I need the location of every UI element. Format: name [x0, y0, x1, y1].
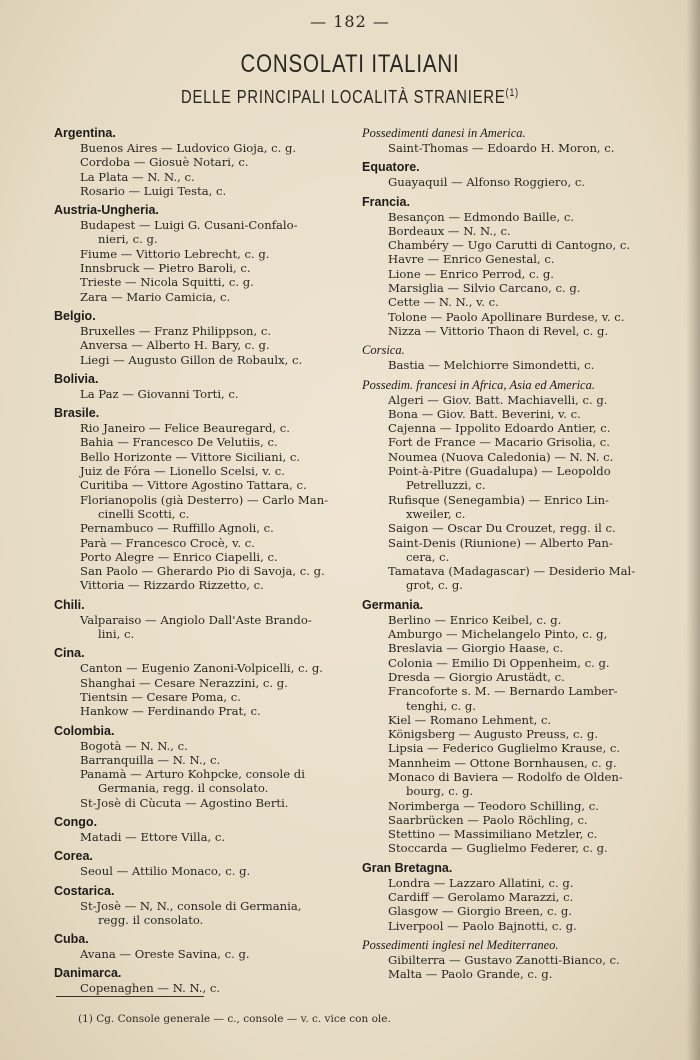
entry-line: Vittoria — Rizzardo Rizzetto, c.: [80, 578, 264, 593]
entry-continuation: nieri, c. g.: [98, 232, 158, 247]
entry-line: Pernambuco — Ruffillo Agnoli, c.: [80, 521, 274, 536]
entry-line: Lipsia — Federico Guglielmo Krause, c.: [388, 741, 621, 756]
entry-line: Kiel — Romano Lehment, c.: [388, 712, 552, 727]
consulate-entry: [362, 613, 662, 627]
right-column: [362, 126, 662, 987]
consulate-entry: [362, 770, 662, 799]
entry-line: Besançon — Edmondo Baille, c.: [388, 209, 574, 224]
consulate-entry: [362, 358, 662, 372]
country-heading: Danimarca.: [54, 966, 122, 981]
left-column: [54, 126, 354, 1001]
country-section: [54, 598, 354, 642]
consulate-entry: [54, 478, 354, 492]
country-heading: Possedimenti inglesi nel Mediterraneo.: [362, 937, 559, 952]
entry-line: Rosario — Luigi Testa, c.: [80, 183, 227, 198]
entry-line: Königsberg — Augusto Preuss, c. g.: [388, 727, 599, 742]
entry-line: Fort de France — Macario Grisolia, c.: [388, 435, 610, 450]
country-heading: Brasile.: [54, 406, 100, 421]
country-section: [54, 815, 354, 844]
entry-line: St-Josè di Cùcuta — Agostino Berti.: [80, 795, 289, 810]
entry-line: Juiz de Fóra — Lionello Scelsi, v. c.: [80, 464, 285, 479]
entry-line: Hankow — Ferdinando Prat, c.: [80, 704, 261, 719]
entry-line: Rufisque (Senegambia) — Enrico Lin-: [388, 492, 609, 507]
entry-line: Valparaiso — Angiolo Dall'Aste Brando-: [80, 612, 312, 627]
country-heading: Belgio.: [54, 308, 96, 323]
consulate-entry: [54, 450, 354, 464]
country-heading: Argentina.: [54, 126, 116, 140]
entry-line: Londra — Lazzaro Allatini, c. g.: [388, 875, 574, 890]
country-section: [54, 372, 354, 401]
page-number: — 182 —: [310, 12, 390, 31]
consulate-entry: [362, 324, 662, 338]
country-heading: Germania.: [362, 597, 424, 612]
consulate-entry: [54, 564, 354, 578]
entry-line: Dresda — Giorgio Arustädt, c.: [388, 669, 565, 684]
consulate-entry: [54, 247, 354, 261]
consulate-entry: [362, 876, 662, 890]
consulate-entry: [54, 899, 354, 928]
entry-line: Porto Alegre — Enrico Ciapelli, c.: [80, 549, 278, 564]
entry-continuation: cera, c.: [406, 549, 450, 564]
footnote-divider: [56, 996, 204, 997]
entry-line: Avana — Oreste Savina, c. g.: [80, 947, 250, 962]
country-heading: Cina.: [54, 646, 85, 661]
country-section: [362, 938, 662, 982]
entry-line: Norimberga — Teodoro Schilling, c.: [388, 798, 599, 813]
subtitle-text: DELLE PRINCIPALI LOCALITÀ STRANIERE: [180, 87, 506, 107]
consulate-entry: [362, 827, 662, 841]
consulate-entry: [54, 947, 354, 961]
consulate-entry: [54, 690, 354, 704]
entry-line: Tolone — Paolo Apollinare Burdese, v. c.: [388, 309, 625, 324]
country-section: [54, 309, 354, 367]
consulate-entry: [54, 767, 354, 796]
entry-line: Liegi — Augusto Gillon de Robaulx, c.: [80, 352, 303, 367]
country-section: [54, 932, 354, 961]
country-heading: Chili.: [54, 597, 85, 612]
entry-line: Francoforte s. M. — Bernardo Lamber-: [388, 684, 618, 699]
consulate-entry: [54, 464, 354, 478]
entry-line: Nizza — Vittorio Thaon di Revel, c. g.: [388, 323, 609, 338]
consulate-entry: [54, 493, 354, 522]
entry-continuation: cinelli Scotti, c.: [98, 506, 190, 521]
page-subtitle: [63, 87, 637, 108]
consulate-entry: [362, 904, 662, 918]
country-heading: Possedim. francesi in Africa, Asia ed America.: [362, 377, 595, 392]
consulate-entry: [362, 756, 662, 770]
consulate-entry: [362, 493, 662, 522]
entry-line: Bastia — Melchiorre Simondetti, c.: [388, 358, 595, 373]
country-heading: Cuba.: [54, 932, 89, 947]
entry-line: Rio Janeiro — Felice Beauregard, c.: [80, 421, 290, 436]
entry-line: Shanghai — Cesare Nerazzini, c. g.: [80, 675, 288, 690]
entry-line: St-Josè — N, N., console di Germania,: [80, 898, 302, 913]
entry-line: Trieste — Nicola Squitti, c. g.: [80, 275, 254, 290]
consulate-entry: [362, 310, 662, 324]
country-heading: Possedimenti danesi in America.: [362, 126, 526, 140]
entry-line: Bruxelles — Franz Philippson, c.: [80, 323, 272, 338]
consulate-entry: [54, 170, 354, 184]
entry-continuation: lini, c.: [98, 627, 135, 642]
country-heading: Bolivia.: [54, 371, 99, 386]
footnote-ref: (1): [505, 87, 520, 99]
entry-line: Fiume — Vittorio Lebrecht, c. g.: [80, 246, 270, 261]
consulate-entry: [54, 324, 354, 338]
consulate-entry: [54, 830, 354, 844]
entry-line: La Plata — N. N., c.: [80, 169, 195, 184]
consulate-entry: [54, 261, 354, 275]
entry-line: Zara — Mario Camicia, c.: [80, 289, 231, 304]
entry-line: Gibilterra — Gustavo Zanotti-Bianco, c.: [388, 952, 620, 967]
entry-line: Cardiff — Gerolamo Marazzi, c.: [388, 890, 574, 905]
entry-line: Amburgo — Michelangelo Pinto, c. g,: [388, 627, 608, 642]
footnote: (1) Cg. Console generale — c., console — v. c. vice con ole.: [78, 1013, 391, 1025]
entry-continuation: Petrelluzzi, c.: [406, 478, 486, 493]
country-heading: Corea.: [54, 849, 93, 864]
entry-line: Stettino — Massimiliano Metzler, c.: [388, 827, 598, 842]
consulate-entry: [362, 684, 662, 713]
entry-line: Bello Horizonte — Vittore Siciliani, c.: [80, 449, 301, 464]
consulate-entry: [54, 536, 354, 550]
consulate-entry: [362, 464, 662, 493]
consulate-entry: [54, 387, 354, 401]
consulate-entry: [54, 676, 354, 690]
consulate-entry: [362, 421, 662, 435]
consulate-entry: [54, 141, 354, 155]
country-section: [54, 406, 354, 593]
consulate-entry: [362, 841, 662, 855]
country-section: [362, 378, 662, 593]
entry-line: San Paolo — Gherardo Pio di Savoja, c. g.: [80, 564, 325, 579]
entry-line: Saint-Thomas — Edoardo H. Moron, c.: [388, 141, 615, 155]
country-heading: Costarica.: [54, 883, 115, 898]
consulate-entry: [362, 252, 662, 266]
consulate-entry: [54, 218, 354, 247]
entry-line: Mannheim — Ottone Bornhausen, c. g.: [388, 755, 617, 770]
entry-line: Seoul — Attilio Monaco, c. g.: [80, 864, 251, 879]
consulate-entry: [362, 813, 662, 827]
entry-line: Anversa — Alberto H. Bary, c. g.: [80, 338, 270, 353]
entry-line: Saint-Denis (Riunione) — Alberto Pan-: [388, 535, 613, 550]
entry-line: Liverpool — Paolo Bajnotti, c. g.: [388, 918, 577, 933]
entry-line: Monaco di Baviera — Rodolfo de Olden-: [388, 769, 623, 784]
entry-line: Copenaghen — N. N., c.: [80, 981, 221, 996]
country-section: [54, 849, 354, 878]
consulate-entry: [362, 521, 662, 535]
consulate-entry: [54, 739, 354, 753]
consulate-entry: [362, 295, 662, 309]
consulate-entry: [54, 353, 354, 367]
entry-line: Barranquilla — N. N., c.: [80, 752, 221, 767]
country-heading: Equatore.: [362, 160, 420, 175]
entry-line: Noumea (Nuova Caledonia) — N. N. c.: [388, 449, 614, 464]
country-section: [362, 195, 662, 339]
entry-line: Florianopolis (già Desterro) — Carlo Man-: [80, 492, 329, 507]
consulate-entry: [362, 210, 662, 224]
consulate-entry: [362, 627, 662, 641]
consulate-entry: [362, 953, 662, 967]
entry-line: Tamatava (Madagascar) — Desiderio Mal-: [388, 564, 636, 579]
page-edge-shadow: [686, 0, 700, 1060]
country-heading: Corsica.: [362, 343, 405, 358]
entry-line: Breslavia — Giorgio Haase, c.: [388, 641, 564, 656]
country-heading: Austria-Ungheria.: [54, 203, 159, 218]
entry-line: Colonia — Emilio Di Oppenheim, c. g.: [388, 655, 610, 670]
consulate-entry: [54, 796, 354, 810]
country-heading: Congo.: [54, 814, 98, 829]
consulate-entry: [54, 155, 354, 169]
country-section: [362, 343, 662, 372]
consulate-entry: [54, 435, 354, 449]
consulate-entry: [362, 656, 662, 670]
consulate-entry: [362, 175, 662, 189]
consulate-entry: [54, 981, 354, 995]
country-section: [54, 966, 354, 995]
entry-line: Bordeaux — N. N., c.: [388, 223, 511, 238]
consulate-entry: [362, 536, 662, 565]
entry-line: Marsiglia — Silvio Carcano, c. g.: [388, 281, 581, 296]
entry-line: Canton — Eugenio Zanoni-Volpicelli, c. g.: [80, 661, 323, 676]
consulate-entry: [362, 919, 662, 933]
country-section: [54, 884, 354, 928]
entry-line: Curitiba — Vittore Agostino Tattara, c.: [80, 478, 307, 493]
consulate-entry: [362, 281, 662, 295]
country-section: [362, 598, 662, 856]
country-heading: Francia.: [362, 194, 410, 209]
entry-line: Chambéry — Ugo Carutti di Cantogno, c.: [388, 238, 631, 253]
entry-line: Parà — Francesco Crocè, v. c.: [80, 535, 255, 550]
entry-line: Bahia — Francesco De Velutiis, c.: [80, 435, 278, 450]
entry-line: Algeri — Giov. Batt. Machiavelli, c. g.: [388, 392, 608, 407]
entry-line: Matadi — Ettore Villa, c.: [80, 829, 226, 844]
country-section: [54, 646, 354, 718]
consulate-entry: [54, 275, 354, 289]
entry-continuation: xweiler, c.: [406, 506, 466, 521]
entry-continuation: bourg, c. g.: [406, 784, 474, 799]
country-heading: Gran Bretagna.: [362, 860, 453, 875]
consulate-entry: [54, 521, 354, 535]
consulate-entry: [362, 238, 662, 252]
consulate-entry: [54, 421, 354, 435]
consulate-entry: [54, 184, 354, 198]
entry-line: Innsbruck — Pietro Baroli, c.: [80, 261, 251, 276]
country-heading: Colombia.: [54, 723, 115, 738]
consulate-entry: [54, 550, 354, 564]
entry-continuation: regg. il consolato.: [98, 912, 204, 927]
entry-line: Tientsin — Cesare Poma, c.: [80, 689, 241, 704]
entry-line: Malta — Paolo Grande, c. g.: [388, 967, 553, 982]
entry-line: Budapest — Luigi G. Cusani-Confalo-: [80, 218, 298, 233]
consulate-entry: [362, 141, 662, 155]
entry-line: Saarbrücken — Paolo Röchling, c.: [388, 812, 588, 827]
entry-line: Saigon — Oscar Du Crouzet, regg. il c.: [388, 521, 616, 536]
entry-line: Berlino — Enrico Keibel, c. g.: [388, 612, 562, 627]
entry-line: Point-à-Pitre (Guadalupa) — Leopoldo: [388, 464, 611, 479]
consulate-entry: [54, 704, 354, 718]
entry-line: La Paz — Giovanni Torti, c.: [80, 386, 239, 401]
consulate-entry: [54, 290, 354, 304]
consulate-entry: [362, 727, 662, 741]
consulate-entry: [54, 661, 354, 675]
page-title: CONSOLATI ITALIANI: [240, 50, 460, 78]
consulate-entry: [362, 564, 662, 593]
entry-line: Panamà — Arturo Kohpcke, console di: [80, 767, 305, 782]
entry-continuation: Germania, regg. il consolato.: [98, 781, 269, 796]
consulate-entry: [362, 407, 662, 421]
consulate-entry: [54, 613, 354, 642]
consulate-entry: [362, 741, 662, 755]
entry-continuation: grot, c. g.: [406, 578, 463, 593]
consulate-entry: [54, 338, 354, 352]
consulate-entry: [54, 864, 354, 878]
entry-line: Cette — N. N., v. c.: [388, 295, 499, 310]
consulate-entry: [362, 967, 662, 981]
consulate-entry: [362, 435, 662, 449]
consulate-entry: [362, 713, 662, 727]
entry-line: Cajenna — Ippolito Edoardo Antier, c.: [388, 421, 611, 436]
entry-line: Stoccarda — Guglielmo Federer, c. g.: [388, 841, 608, 856]
country-section: [362, 160, 662, 189]
consulate-entry: [362, 224, 662, 238]
entry-line: Cordoba — Giosuè Notari, c.: [80, 155, 249, 170]
consulate-entry: [362, 450, 662, 464]
consulate-entry: [54, 753, 354, 767]
entry-line: Lione — Enrico Perrod, c. g.: [388, 266, 554, 281]
entry-continuation: tenghi, c. g.: [406, 698, 476, 713]
consulate-entry: [362, 267, 662, 281]
entry-line: Bona — Giov. Batt. Beverini, v. c.: [388, 406, 581, 421]
consulate-entry: [54, 578, 354, 592]
consulate-entry: [362, 799, 662, 813]
country-section: [54, 724, 354, 810]
consulate-entry: [362, 670, 662, 684]
entry-line: Glasgow — Giorgio Breen, c. g.: [388, 904, 572, 919]
country-section: [362, 861, 662, 933]
consulate-entry: [362, 393, 662, 407]
country-section: [54, 126, 354, 198]
country-section: [362, 126, 662, 155]
entry-line: Guayaquil — Alfonso Roggiero, c.: [388, 175, 585, 190]
country-section: [54, 203, 354, 304]
consulate-entry: [362, 890, 662, 904]
entry-line: Buenos Aires — Ludovico Gioja, c. g.: [80, 141, 297, 155]
consulate-entry: [362, 641, 662, 655]
entry-line: Bogotà — N. N., c.: [80, 738, 188, 753]
entry-line: Havre — Enrico Genestal, c.: [388, 252, 555, 267]
